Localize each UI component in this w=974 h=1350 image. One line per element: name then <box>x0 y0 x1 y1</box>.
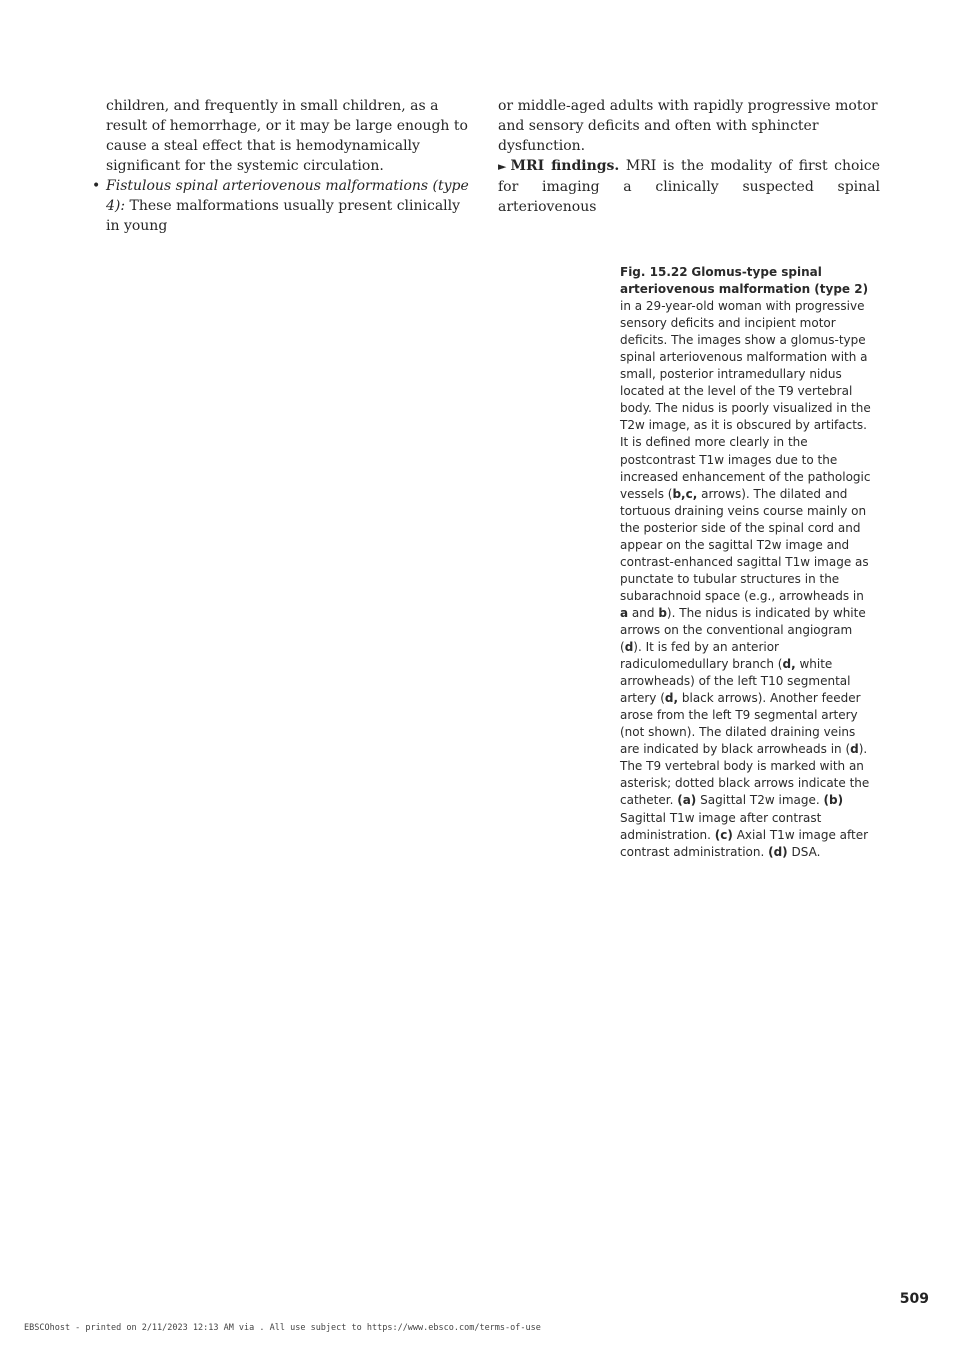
panel-description-c: Axial T1w image after contrast administration. <box>620 827 869 859</box>
paragraph-continuation: or middle-aged adults with rapidly progressive motor and sensory deficits and often with sphincter dysfunction. <box>498 98 878 154</box>
footer-notice: EBSCOhost - printed on 2/11/2023 12:13 AM via . All use subject to https://www.ebsco.com/terms-of-use <box>24 1323 541 1333</box>
caption-text: ). The nidus is indicated by white arrows on the conventional angiogram ( <box>620 605 866 655</box>
caption-text: ). The T9 vertebral body is marked with an asterisk; dotted black arrows indicate the catheter. <box>620 742 870 808</box>
caption-text: black arrows). Another feeder arose from the left T9 segmental artery (not shown). The dilated draining veins are indicated by black arrowheads in ( <box>620 691 861 757</box>
panel-label-b: (b) <box>823 793 844 808</box>
panel-description-b: Sagittal T1w image after contrast administration. <box>620 810 822 842</box>
figure-caption <box>620 264 872 861</box>
paragraph-circulation: children, and frequently in small children, as a result of hemorrhage, or it may be large enough to cause a steal effect that is hemodynamically significant for the systemic circulation. <box>106 98 468 174</box>
panel-description-d: DSA. <box>787 844 821 859</box>
section-text: MRI is the modality of first choice for imaging a clinically suspected spinal arteriovenous <box>498 158 881 215</box>
caption-bold-ref: d, <box>782 657 796 672</box>
page-number: 509 <box>899 1291 929 1307</box>
caption-bold-ref: d <box>624 640 634 655</box>
caption-text: ). It is fed by an anterior radiculomedullary branch ( <box>620 640 783 672</box>
panel-label-a: (a) <box>677 793 697 808</box>
paragraph-mri-findings <box>498 156 880 217</box>
section-heading: MRI findings. <box>510 158 620 174</box>
bullet-title: Fistulous spinal arteriovenous malformations (type 4): <box>106 178 469 214</box>
panel-description-a: Sagittal T2w image. <box>696 793 824 808</box>
caption-text: arrows). The dilated and tortuous draining veins course mainly on the posterior side of the spinal cord and appear on the sagittal T2w image and contrast-enhanced sagittal T1w image as punctate to tubular structures in the subarachnoid space (e.g., arrowheads in <box>620 486 869 603</box>
figure-label: Fig. 15.22 <box>620 265 688 279</box>
figure-title: Glomus-type spinal arteriovenous malformation (type 2) <box>620 265 869 297</box>
bullet-icon: • <box>92 178 101 194</box>
caption-bold-ref: d <box>850 742 859 757</box>
panel-label-d: (d) <box>768 844 788 859</box>
caption-bold-ref: b <box>658 605 667 620</box>
bullet-item-fistulous <box>92 176 476 236</box>
caption-text: in a 29-year-old woman with progressive sensory deficits and incipient motor deficits. The images show a glomus-type spinal arteriovenous malformation with a small, posterior intramedullary nidus located at the level of the T9 vertebral body. The nidus is poorly visualized in the T2w image, as it is obscured by artifacts. It is defined more clearly in the postcontrast T1w images due to the increased enhancement of the pathologic vessels ( <box>620 299 871 501</box>
caption-text: white arrowheads) of the left T10 segmental artery ( <box>620 657 851 706</box>
caption-bold-ref: a <box>620 605 629 620</box>
bullet-text: These malformations usually present clinically in young <box>106 198 461 234</box>
right-text-column <box>498 96 880 217</box>
panel-label-c: (c) <box>714 827 733 842</box>
caption-bold-ref: b,c, <box>672 486 698 501</box>
left-text-column <box>92 96 476 236</box>
triangle-arrow-icon: ► <box>498 160 507 173</box>
caption-text: and <box>628 605 659 620</box>
caption-bold-ref: d, <box>664 691 679 706</box>
